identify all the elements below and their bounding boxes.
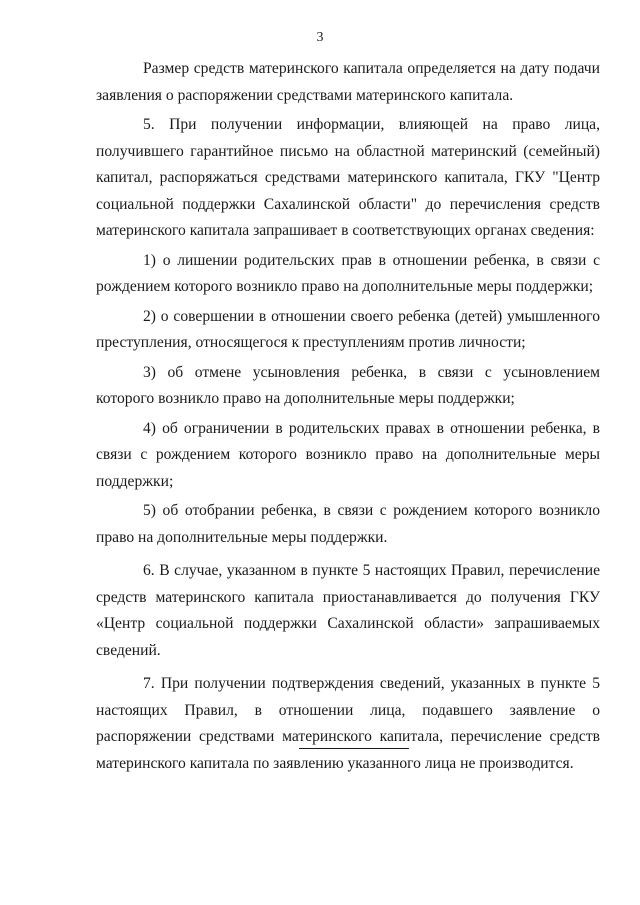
list-item-5: 5) об отобрании ребенка, в связи с рождением которого возникло право на дополнительные меры поддержки. (96, 502, 600, 546)
paragraph-item-5: 5. При получении информации, влияющей на право лица, получившего гарантийное письмо на областной материнский (семейный) капитал, распоряжаться средствами материнского капитала, ГКУ "Центр социальной поддержки Сахалинской области" до перечисления средств материнского капитала запрашивает в соответствующих органах сведения: (96, 116, 600, 239)
list-item-4: 4) об ограничении в родительских правах в отношении ребенка, в связи с рождением которого возникло право на дополнительные меры поддержки; (96, 419, 600, 490)
list-item-1: 1) о лишении родительских прав в отношении ребенка, в связи с рождением которого возникло право на дополнительные меры поддержки; (96, 251, 600, 295)
page-number: 3 (316, 30, 324, 45)
list-item-2: 2) о совершении в отношении своего ребенка (детей) умышленного преступления, относящегося к преступлениям против личности; (96, 307, 600, 351)
paragraph-item-7: 7. При получении подтверждения сведений, указанных в пункте 5 настоящих Правил, в отношении лица, подавшего заявление о распоряжении средствами материнского капитала, перечисление средств материнского капитала по заявлению указанного лица не производится. (96, 675, 600, 772)
paragraph-item-6: 6. В случае, указанном в пункте 5 настоящих Правил, перечисление средств материнского капитала приостанавливается до получения ГКУ «Центр социальной поддержки Сахалинской области» запрашиваемых сведений. (96, 562, 600, 659)
list-item-3: 3) об отмене усыновления ребенка, в связи с усыновлением которого возникло право на дополнительные меры поддержки; (96, 363, 600, 407)
end-of-document-rule (299, 748, 409, 749)
document-body (96, 56, 600, 777)
paragraph-capital-amount: Размер средств материнского капитала определяется на дату подачи заявления о распоряжении средствами материнского капитала. (96, 60, 600, 104)
